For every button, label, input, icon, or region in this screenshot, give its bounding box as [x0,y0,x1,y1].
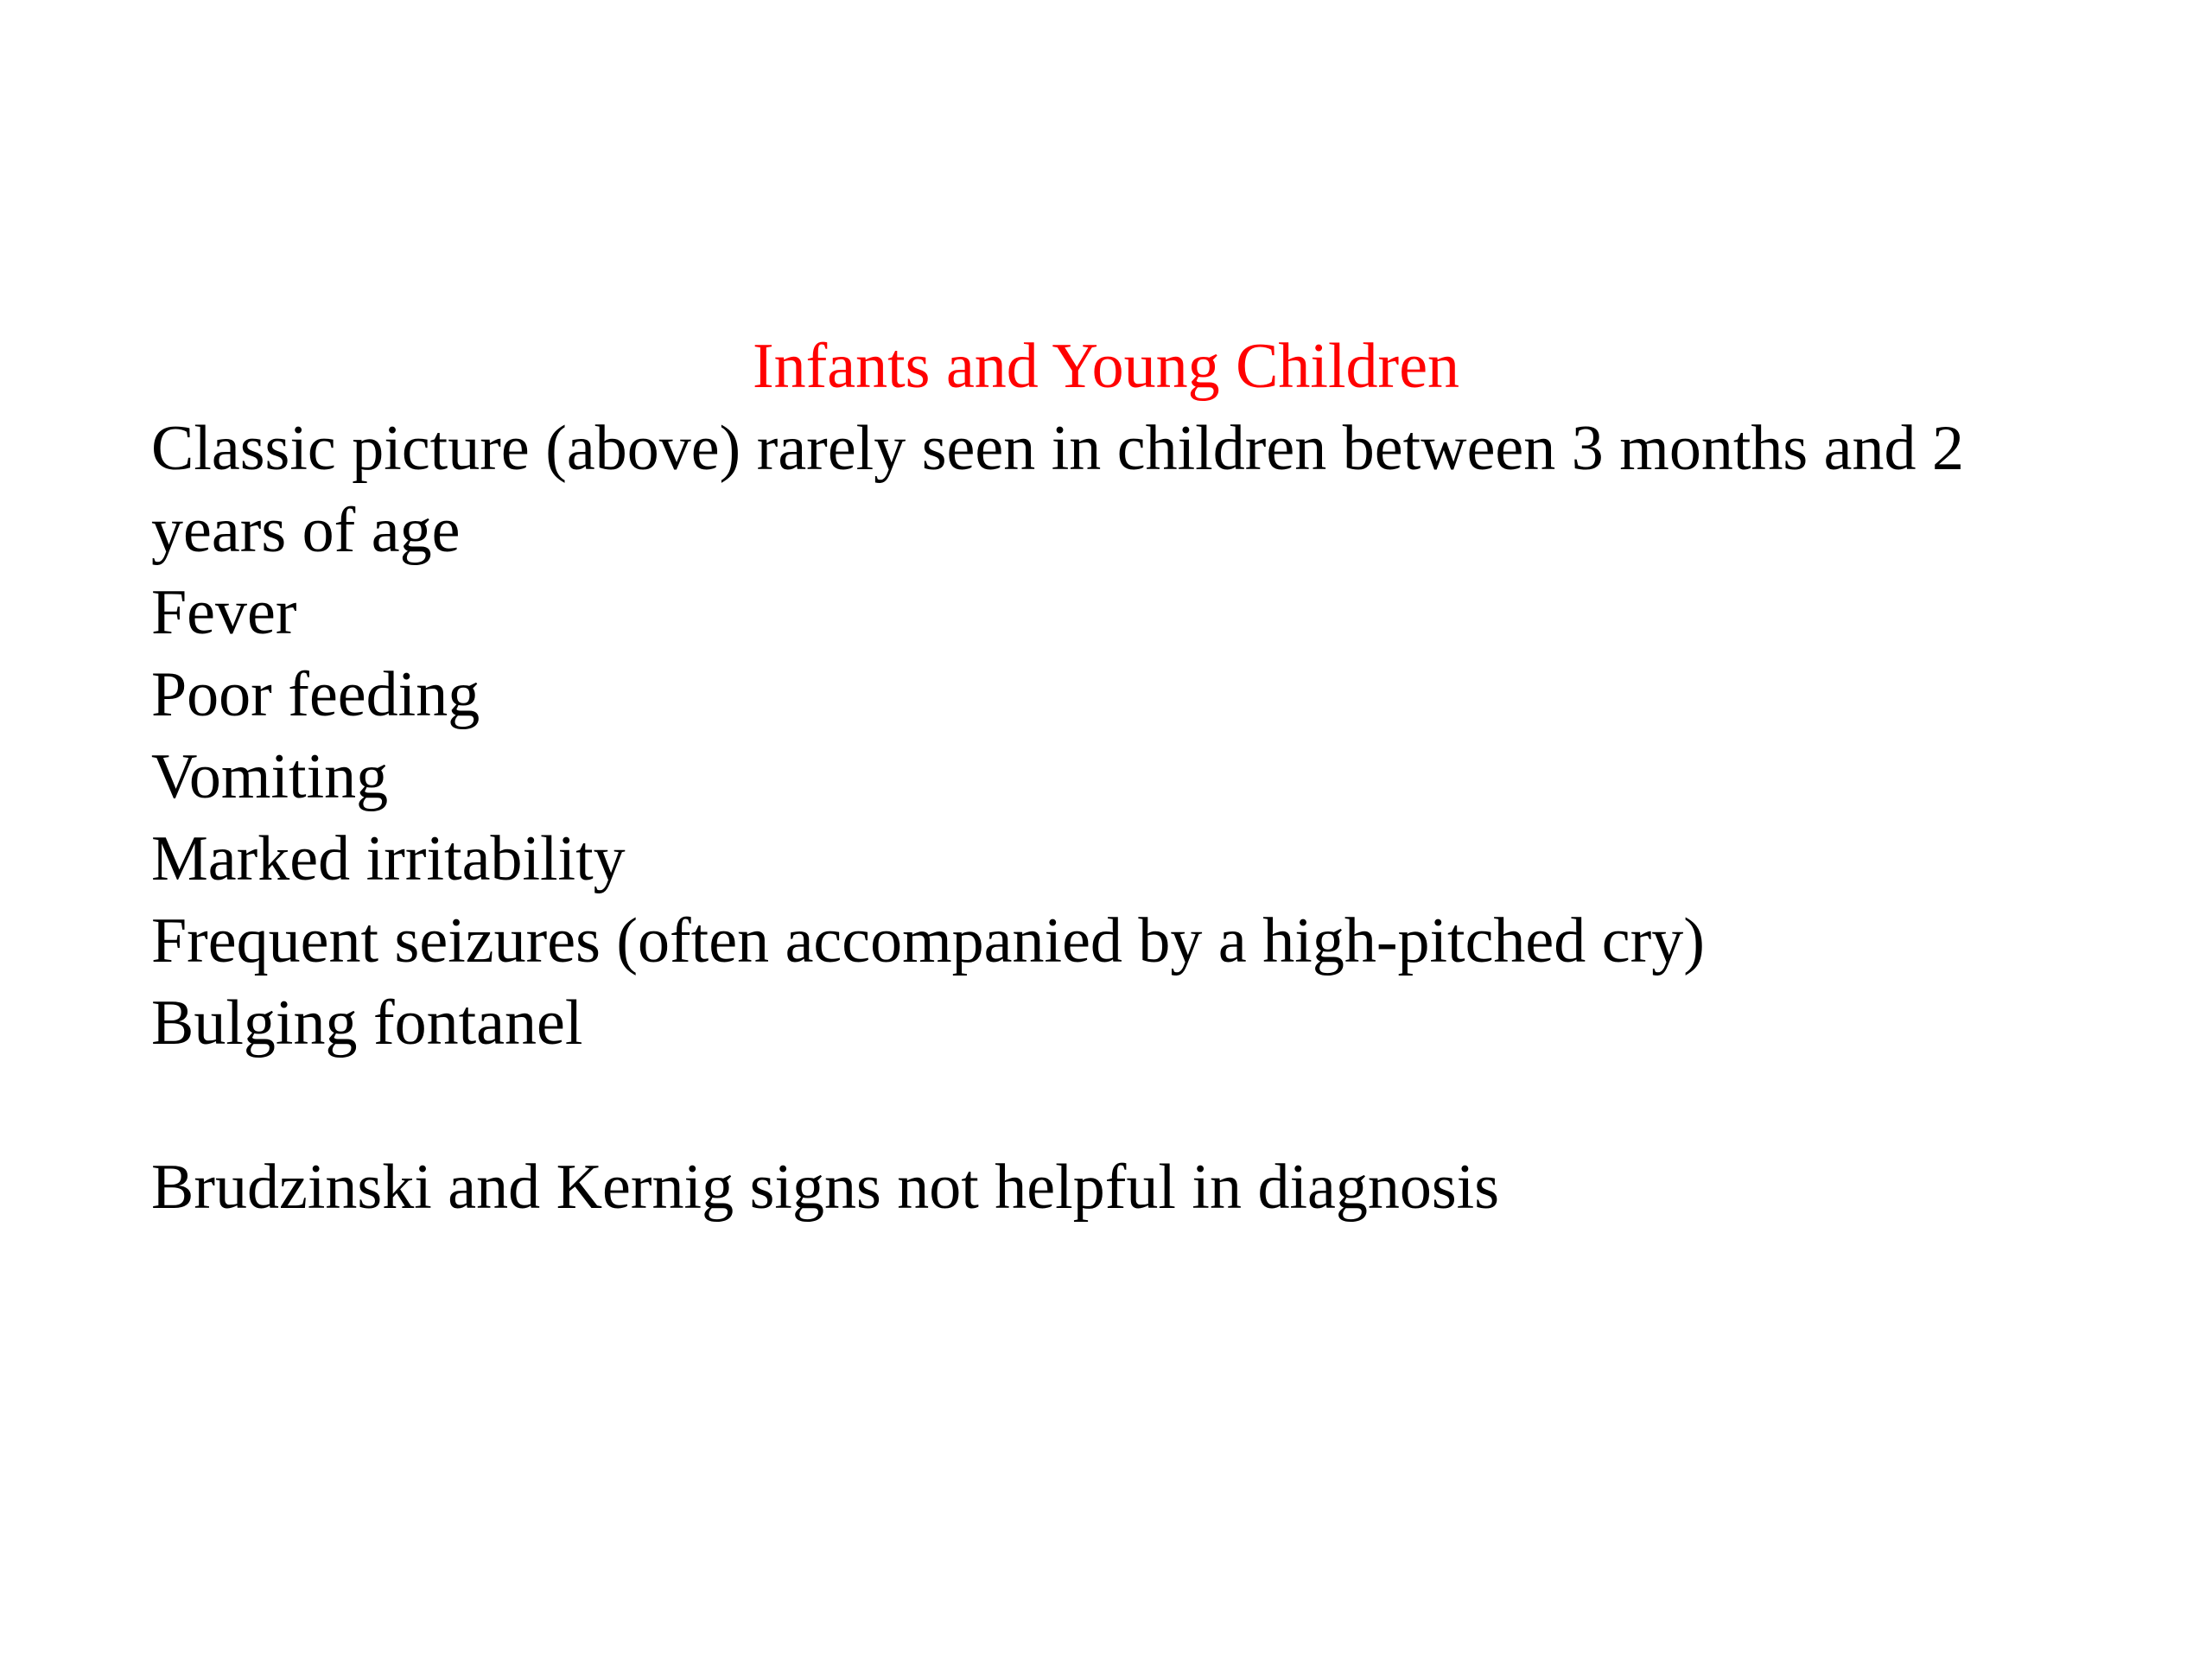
body-line-fever: Fever [151,577,297,648]
body-line-fontanel: Bulging fontanel [151,988,583,1058]
body-note-signs: Brudzinski and Kernig signs not helpful in diagnosis [151,1152,1500,1223]
body-line-classic-picture: Classic picture (above) rarely seen in children between 3 months and 2 [151,413,1965,484]
slide-body [151,408,2139,1229]
body-line-seizures: Frequent seizures (often accompanied by a high-pitched cry) [151,906,1705,976]
body-line-poor-feeding: Poor feeding [151,659,480,730]
body-line-vomiting: Vomiting [151,741,389,812]
slide-title: Infants and Young Children [752,331,1460,402]
body-line-irritability: Marked irritability [151,823,626,894]
body-line-years-of-age: years of age [151,495,461,566]
body-spacer [151,1065,2139,1147]
